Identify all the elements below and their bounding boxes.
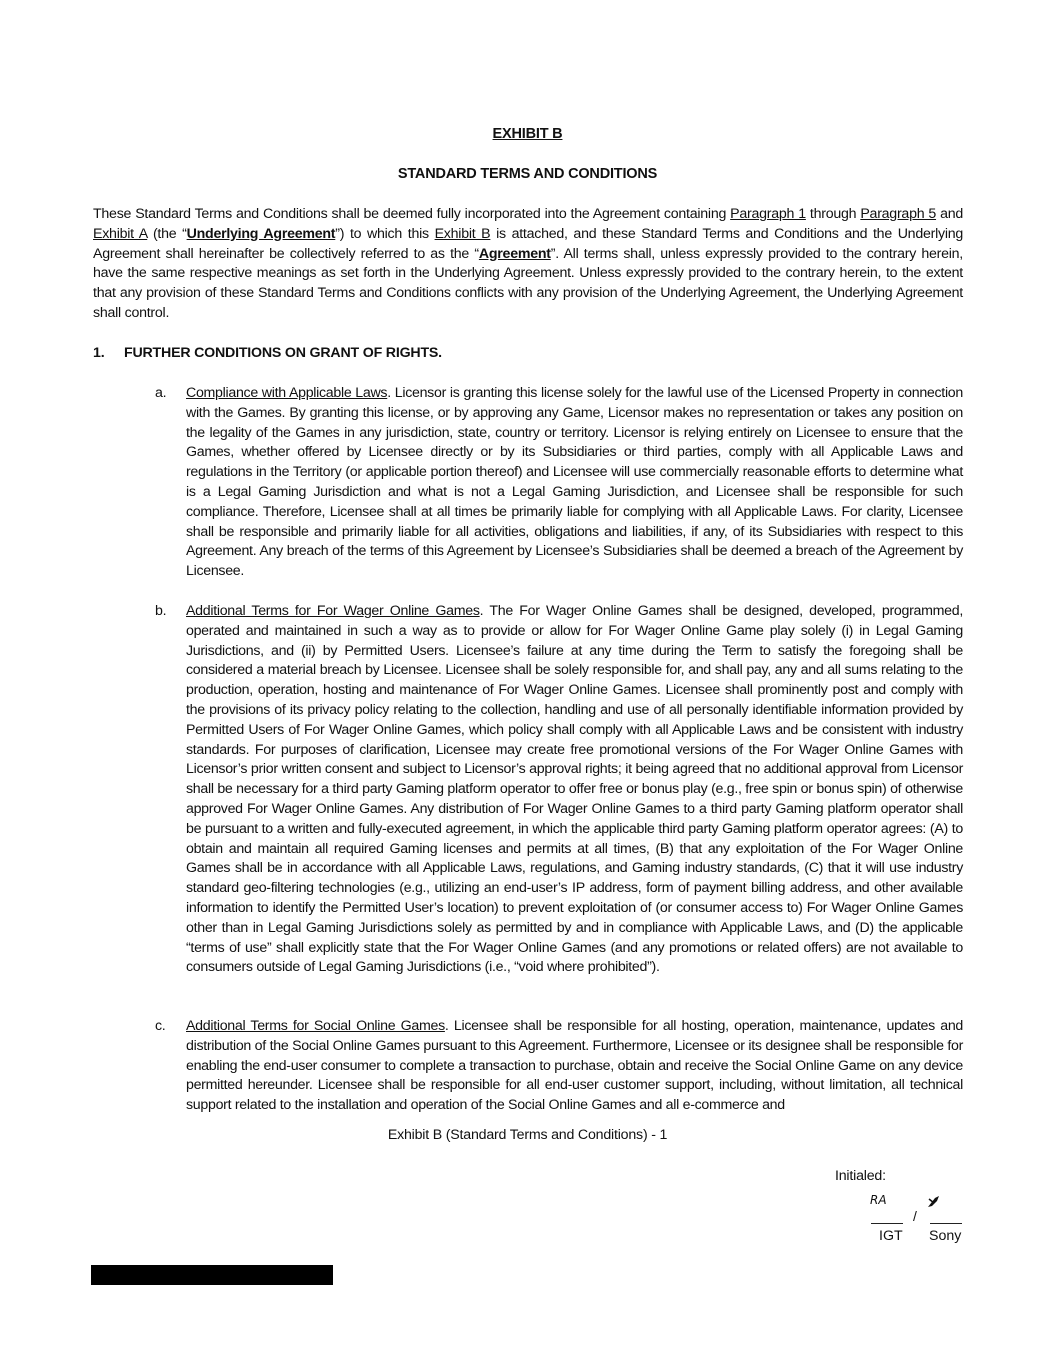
clause-marker: b. — [155, 603, 167, 619]
clause-marker: c. — [155, 1018, 166, 1034]
clause-body — [186, 384, 963, 582]
party-igt-label: IGT — [879, 1228, 903, 1244]
exhibit-title: EXHIBIT B — [492, 126, 563, 142]
clause-title: Additional Terms for For Wager Online Games — [186, 603, 480, 619]
initials-separator: / — [913, 1208, 917, 1224]
page-footer: Exhibit B (Standard Terms and Conditions) - 1 — [387, 1127, 668, 1143]
underlying-agreement-term: Underlying Agreement — [186, 225, 336, 242]
clause-title: Additional Terms for Social Online Games — [186, 1018, 445, 1034]
exhibit-a-reference: Exhibit A — [93, 225, 148, 242]
terms-title: STANDARD TERMS AND CONDITIONS — [397, 166, 658, 182]
section-title: FURTHER CONDITIONS ON GRANT OF RIGHTS. — [124, 345, 442, 361]
initialed-label: Initialed: — [835, 1168, 886, 1184]
intro-text: These Standard Terms and Conditions shall be deemed fully incorporated into the Agreement containing — [93, 206, 731, 222]
sony-initial-line — [930, 1223, 962, 1224]
clause-marker: a. — [155, 385, 167, 401]
clause-text: . Licensor is granting this license solely for the lawful use of the Licensed Property in connection with the Games. By granting this license, or by approving any Game, Licensor makes no representation or takes any position on the legality of the Games in any jurisdiction, state, country or territory. Licensor is relying entirely on Licensee to ensure that the Games, whether offered by Licensee directly or by its Subsidiaries or third parties, comply with all Applicable Laws and regulations in the Territory (or applicable portion thereof) and Licensee will use commercially reasonable efforts to determine what is a Legal Gaming Jurisdiction and what is not a Legal Gaming Jurisdiction, and Licensee shall be responsible for such compliance. Therefore, Licensee shall at all times be primarily liable for complying with all Applicable Laws. For clarity, Licensee shall be responsible and primarily liable for all activities, obligations and liabilities, if any, of its Subsidiaries with respect to this Agreement. Any breach of the terms of this Agreement by Licensee’s Subsidiaries shall be deemed a breach of the Agreement by Licensee. — [186, 385, 963, 580]
intro-text: and — [936, 206, 964, 222]
paragraph-1-reference: Paragraph 1 — [730, 206, 806, 222]
clause-a — [155, 384, 963, 582]
paragraph-5-reference: Paragraph 5 — [860, 206, 937, 222]
intro-text: ”. All terms shall, unless expressly provided to the contrary herein, have the same respective meanings as set forth in the Underlying Agreement. Unless expressly provided to the contrary herein, to the extent that any provision of these Standard Terms and Conditions conflicts with any provision of the Underlying Agreement, the Underlying Agreement shall control. — [93, 245, 963, 321]
intro-paragraph — [93, 205, 963, 324]
clause-text: . The For Wager Online Games shall be designed, developed, programmed, operated and maintained in such a way as to provide or allow for For Wager Online Game play solely (i) in Legal Gaming Jurisdictions, and (ii) by Permitted Users. Licensee’s failure at any time during the Term to satisfy the foregoing shall be considered a material breach by Licensee. Licensee shall be solely responsible for, and shall pay, any and all sums relating to the production, operation, hosting and maintenance of For Wager Online Games. Licensee shall prominently post and comply with the provisions of its privacy policy relating to the collection, handling and use of all personally identifiable information provided by Permitted Users of For Wager Online Games, which policy shall comply with all Applicable Laws and be consistent with industry standards. For purposes of clarification, Licensee may create free promotional versions of the For Wager Online Games with Licensor’s prior written consent and subject to Licensor’s approval rights; it being agreed that no additional approval from Licensor shall be necessary for a third party Gaming platform operator to offer free or bonus play (e.g., free spin or bonus spin) of otherwise approved For Wager Online Games. Any distribution of For Wager Online Games to a third party Gaming platform operator shall be pursuant to a written and fully-executed agreement, in which the applicable third party Gaming platform operator agrees: (A) to obtain and maintain all required Gaming licenses and permits at all times, (B) that any exploitation of the For Wager Online Games shall be in accordance with all Applicable Laws, regulations, and Gaming industry standards, (C) that it will use industry standard geo-filtering technologies (e.g., utilizing an end-user’s IP address, form of payment billing address, and other available information to identify the Permitted User’s location) to prevent exploitation of (or consumer access to) For Wager Online Games other than in Legal Gaming Jurisdictions solely as permitted by and in compliance with Applicable Laws, and (D) the applicable “terms of use” shall explicitly state that the For Wager Online Games (and any promotions or related offers) are not available to consumers outside of Legal Gaming Jurisdictions (i.e., “void where prohibited”). — [186, 603, 963, 976]
clause-text: . Licensee shall be responsible for all hosting, operation, maintenance, updates and distribution of the Social Online Games pursuant to this Agreement. Furthermore, Licensee or its designee shall be responsible for enabling the end-user consumer to complete a transaction to purchase, obtain and receive the Social Online Game on any device permitted hereunder. Licensee shall be responsible for all end-user customer support, including, without limitation, all technical support related to the installation and operation of the Social Online Games and all e-commerce and — [186, 1018, 964, 1114]
section-number: 1. — [93, 345, 105, 361]
agreement-term: Agreement — [478, 245, 551, 262]
clause-b — [155, 602, 963, 978]
party-sony-label: Sony — [929, 1228, 962, 1244]
section-1-heading — [93, 345, 442, 361]
intro-text: ”) to which this — [335, 225, 435, 242]
clause-body — [186, 1017, 963, 1116]
clause-title: Compliance with Applicable Laws — [186, 385, 388, 401]
intro-text: is attached, and these Standard Terms and Conditions and the Underlying Agreement shall hereinafter be collectively referred to as the “ — [93, 225, 964, 262]
sony-initials-signature-mark — [926, 1195, 942, 1209]
intro-text: (the “ — [147, 225, 187, 242]
clause-c — [155, 1017, 963, 1116]
clause-body — [186, 602, 963, 978]
redaction-bar — [91, 1265, 333, 1285]
igt-initial-line — [871, 1223, 903, 1224]
exhibit-b-reference: Exhibit B — [434, 225, 491, 242]
intro-text: through — [805, 206, 861, 222]
igt-initials-signature: RA — [870, 1193, 887, 1207]
